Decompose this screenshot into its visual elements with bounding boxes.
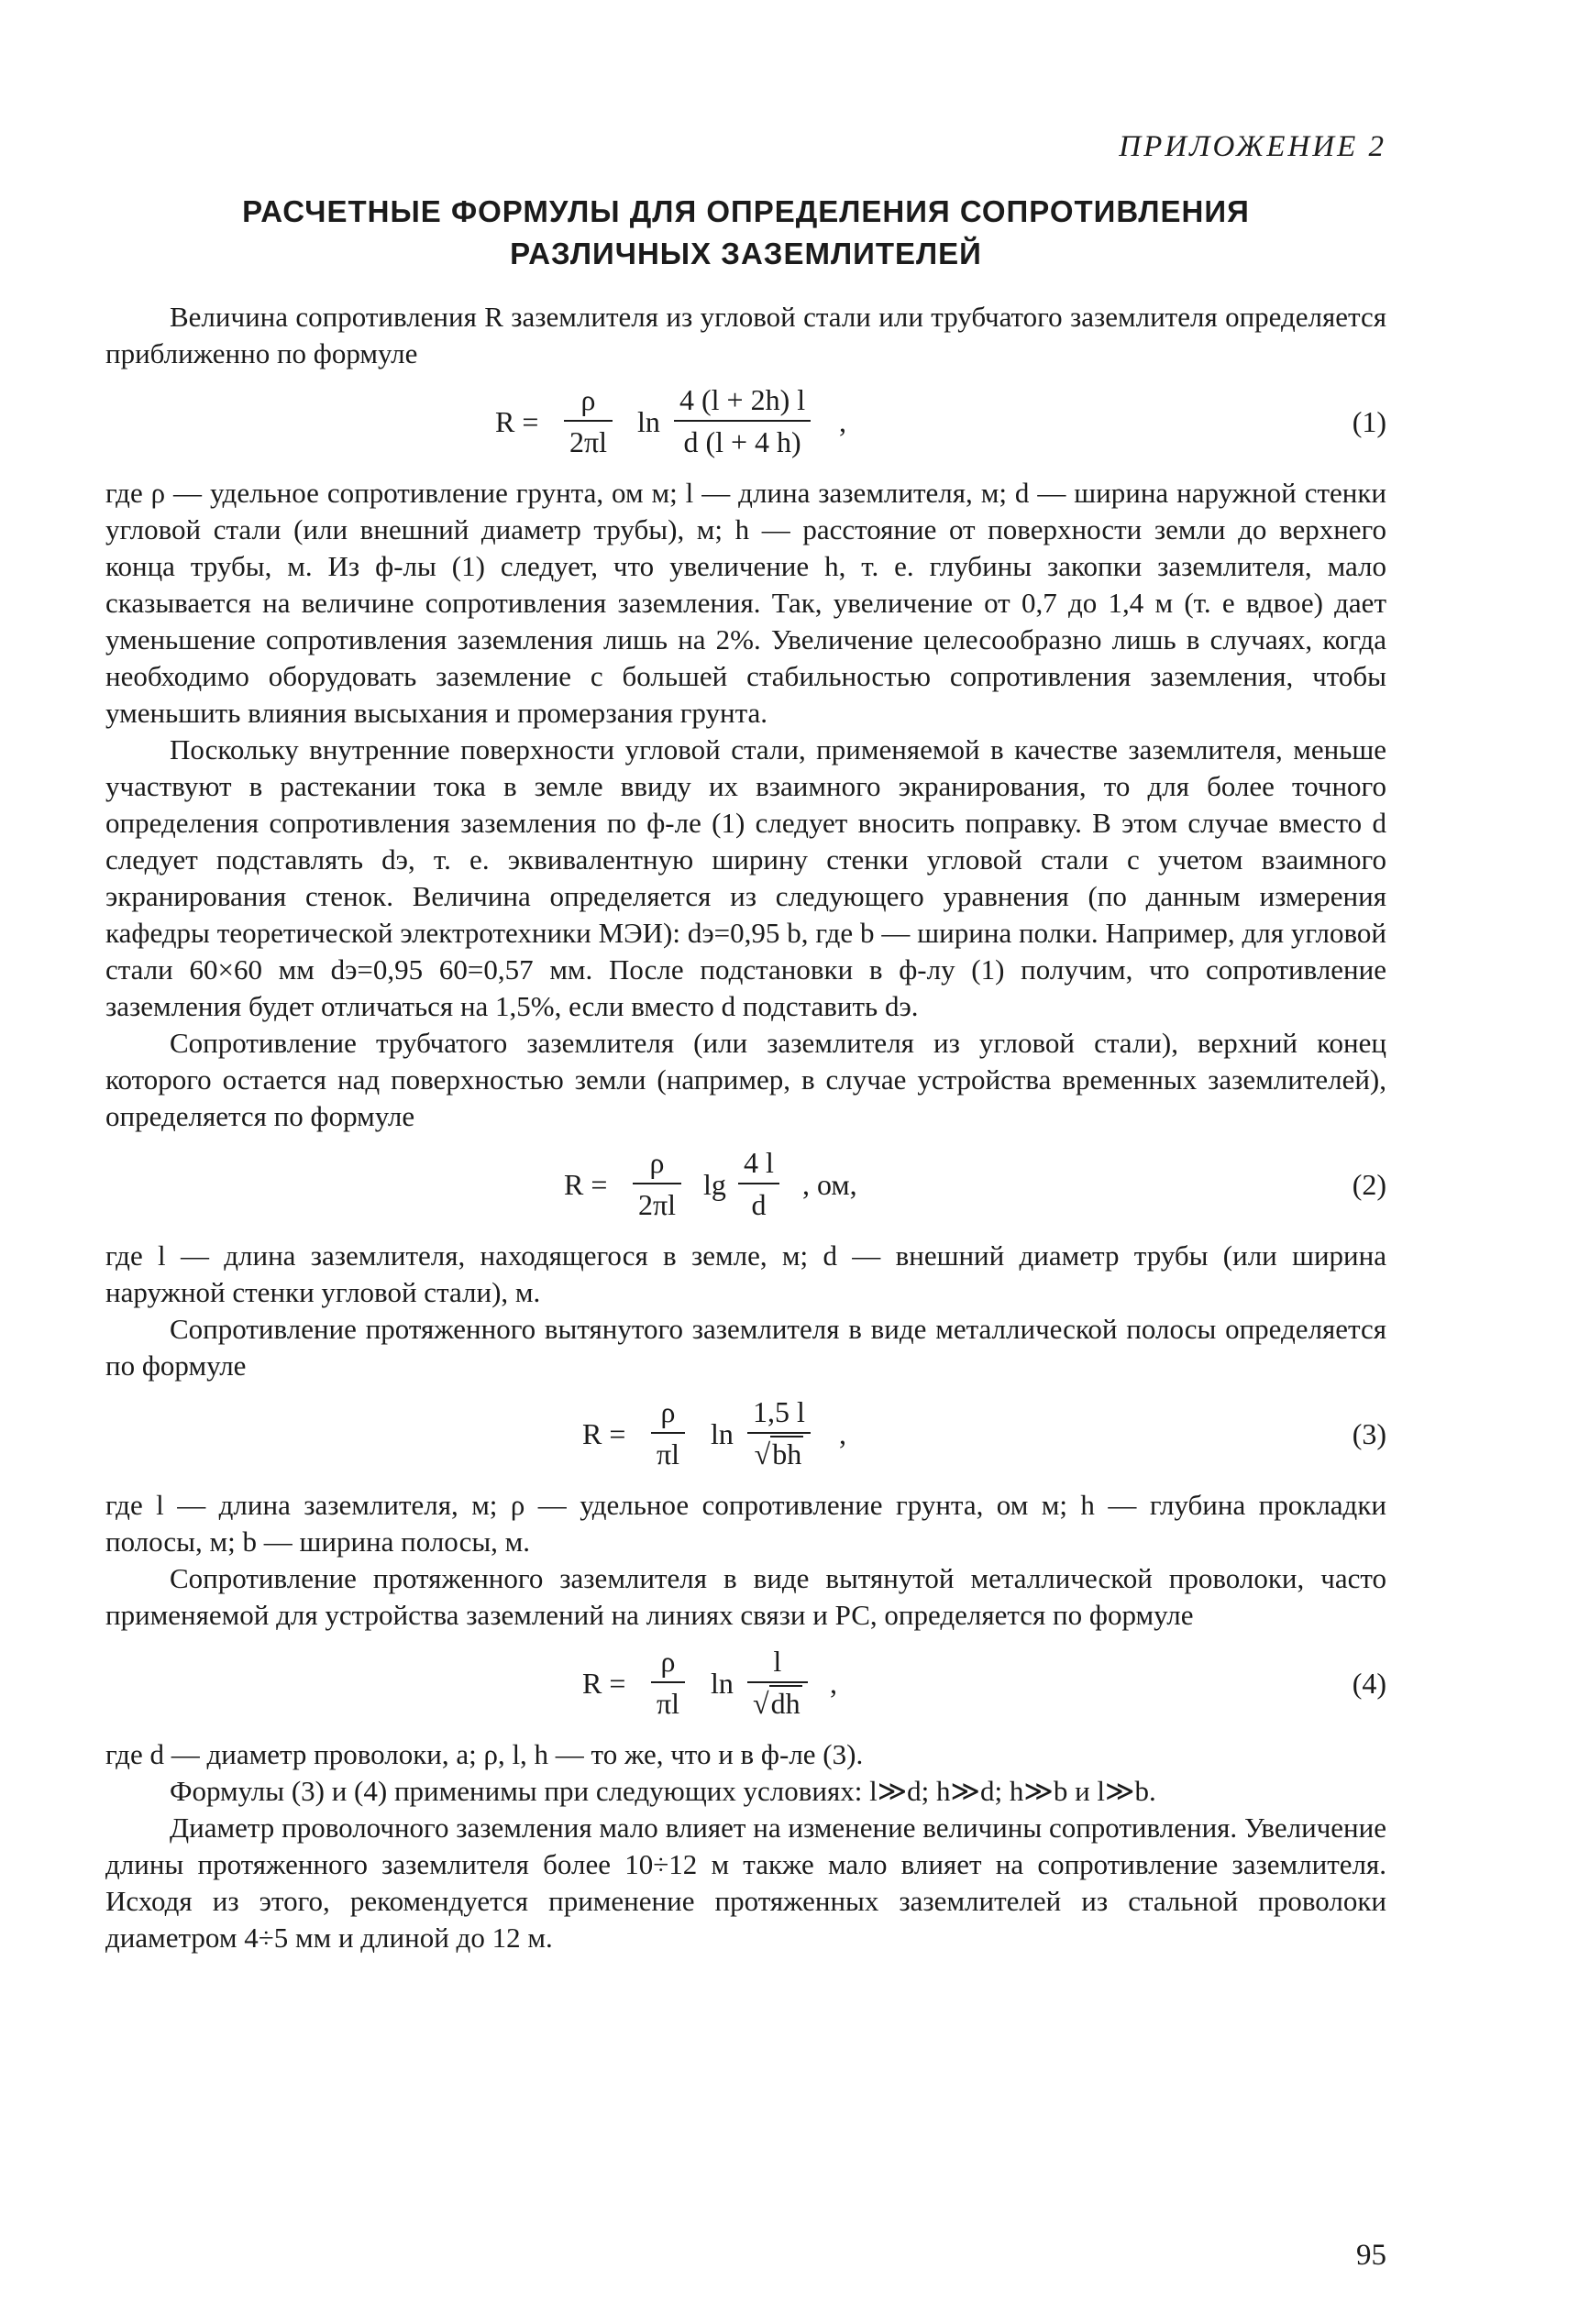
formula-number: (3) <box>1352 1417 1386 1450</box>
formula-number: (2) <box>1352 1168 1386 1201</box>
title-line-2: РАЗЛИЧНЫХ ЗАЗЕМЛИТЕЛЕЙ <box>510 237 982 270</box>
formula-function: ln <box>711 1417 734 1450</box>
fraction-denominator <box>747 1434 811 1474</box>
formula-function: lg <box>703 1168 726 1201</box>
formula-number: (1) <box>1352 405 1386 438</box>
formula-tail: , <box>839 405 846 438</box>
title-line-1: РАСЧЕТНЫЕ ФОРМУЛЫ ДЛЯ ОПРЕДЕЛЕНИЯ СОПРОТИВЛЕНИЯ <box>242 194 1250 228</box>
fraction-numerator: 1,5 l <box>747 1392 811 1434</box>
formula-argument <box>674 380 811 462</box>
fraction-numerator: l <box>747 1641 808 1683</box>
section-title <box>105 191 1386 275</box>
page-number: 95 <box>1356 2239 1386 2272</box>
appendix-label: ПРИЛОЖЕНИЕ 2 <box>1119 130 1386 163</box>
formula-tail: , ом, <box>802 1168 857 1201</box>
formula-function: ln <box>637 405 660 438</box>
formula-function: ln <box>711 1667 734 1700</box>
fraction-numerator: 4 l <box>738 1142 779 1184</box>
fraction-numerator: ρ <box>651 1392 685 1434</box>
fraction-denominator <box>747 1683 808 1724</box>
paragraph-strip-electrode: Сопротивление протяженного вытянутого заземлителя в виде металлической полосы определяется по формуле <box>105 1313 1386 1382</box>
fraction-numerator: ρ <box>651 1641 685 1683</box>
sqrt-icon: √ <box>753 1687 769 1720</box>
formula-coefficient <box>633 1142 681 1225</box>
fraction-denominator: d (l + 4 h) <box>683 425 801 458</box>
fraction-numerator: ρ <box>633 1142 681 1184</box>
fraction-denominator: 2πl <box>638 1188 677 1221</box>
fraction-denominator: πl <box>657 1687 680 1720</box>
radicand: dh <box>770 1687 801 1720</box>
paragraph-definitions-3: где l — длина заземлителя, м; ρ — удельное сопротивление грунта, ом м; h — глубина прокладки полосы, м; b — ширина полосы, м. <box>105 1489 1386 1558</box>
formula-coefficient <box>651 1392 685 1474</box>
formula-2 <box>105 1135 1386 1238</box>
formula-number: (4) <box>1352 1667 1386 1700</box>
formula-lhs: R = <box>582 1417 626 1450</box>
paragraph-conditions: Формулы (3) и (4) применимы при следующих условиях: l≫d; h≫d; h≫b и l≫b. <box>170 1775 1156 1807</box>
paragraph-definitions-4: где d — диаметр проволоки, а; ρ, l, h — то же, что и в ф-ле (3). <box>105 1738 864 1770</box>
formula-coefficient <box>564 380 613 462</box>
formula-argument <box>738 1142 779 1225</box>
formula-lhs: R = <box>564 1168 608 1201</box>
fraction-denominator: d <box>751 1188 767 1221</box>
paragraph-correction: Поскольку внутренние поверхности угловой стали, применяемой в качестве заземлителя, меньше участвуют в растекании тока в земле ввиду их взаимного экранирования, то для более точного определения сопротивления заземления по ф-ле (1) следует вносить поправку. В этом случае вместо d следует подставлять dэ, т. е. эквивалентную ширину стенки угловой стали с учетом взаимного экранирования стенок. Величина определяется из следующего уравнения (по данным измерения кафедры теоретической электротехники МЭИ): dэ=0,95 b, где b — ширина полки. Например, для угловой стали 60×60 мм dэ=0,95 60=0,57 мм. После подстановки в ф-лу (1) получим, что сопротивление заземления будет отличаться на 1,5%, если вместо d подставить dэ. <box>105 733 1386 1022</box>
paragraph-intro: Величина сопротивления R заземлителя из угловой стали или трубчатого заземлителя определяется приближенно по формуле <box>105 301 1386 369</box>
fraction-numerator: ρ <box>564 380 613 422</box>
formula-tail: , <box>830 1667 837 1700</box>
paragraph-definitions-1: где ρ — удельное сопротивление грунта, ом м; l — длина заземлителя, м; d — ширина наружной стенки угловой стали (или внешний диаметр трубы), м; h — расстояние от поверхности земли до верхнего конца трубы, м. Из ф-лы (1) следует, что увеличение h, т. е. глубины закопки заземлителя, мало сказывается на величине сопротивления заземления. Так, увеличение от 0,7 до 1,4 м (т. е вдвое) дает уменьшение сопротивления заземления лишь на 2%. Увеличение целесообразно лишь в случаях, когда необходимо оборудовать заземление с большей стабильностью сопротивления заземления, чтобы уменьшить влияния высыхания и промерзания грунта. <box>105 477 1386 729</box>
paragraph-definitions-2: где l — длина заземлителя, находящегося в земле, м; d — внешний диаметр трубы (или ширина наружной стенки угловой стали), м. <box>105 1239 1386 1308</box>
sqrt-icon: √ <box>754 1437 771 1470</box>
fraction-denominator: 2πl <box>569 425 608 458</box>
formula-tail: , <box>839 1417 846 1450</box>
formula-1 <box>105 372 1386 475</box>
fraction-numerator: 4 (l + 2h) l <box>674 380 811 422</box>
radicand: bh <box>772 1437 802 1470</box>
fraction-denominator: πl <box>657 1437 680 1470</box>
formula-3 <box>105 1384 1386 1487</box>
formula-lhs: R = <box>495 405 539 438</box>
formula-4 <box>105 1634 1386 1736</box>
formula-coefficient <box>651 1641 685 1724</box>
paragraph-wire-electrode: Сопротивление протяженного заземлителя в виде вытянутой металлической проволоки, часто применяемой для устройства заземлений на линиях связи и РС, определяется по формуле <box>105 1562 1386 1631</box>
paragraph-recommendation: Диаметр проволочного заземления мало влияет на изменение величины сопротивления. Увеличение длины протяженного заземлителя более 10÷12 м также мало влияет на сопротивление заземлителя. Исходя из этого, рекомендуется применение протяженных заземлителей из стальной проволоки диаметром 4÷5 мм и длиной до 12 м. <box>105 1812 1386 1954</box>
paragraph-tube-electrode: Сопротивление трубчатого заземлителя (или заземлителя из угловой стали), верхний конец которого остается над поверхностью земли (например, в случае устройства временных заземлителей), определяется по формуле <box>105 1027 1386 1132</box>
formula-argument <box>747 1392 811 1474</box>
formula-argument <box>747 1641 808 1724</box>
formula-lhs: R = <box>582 1667 626 1700</box>
